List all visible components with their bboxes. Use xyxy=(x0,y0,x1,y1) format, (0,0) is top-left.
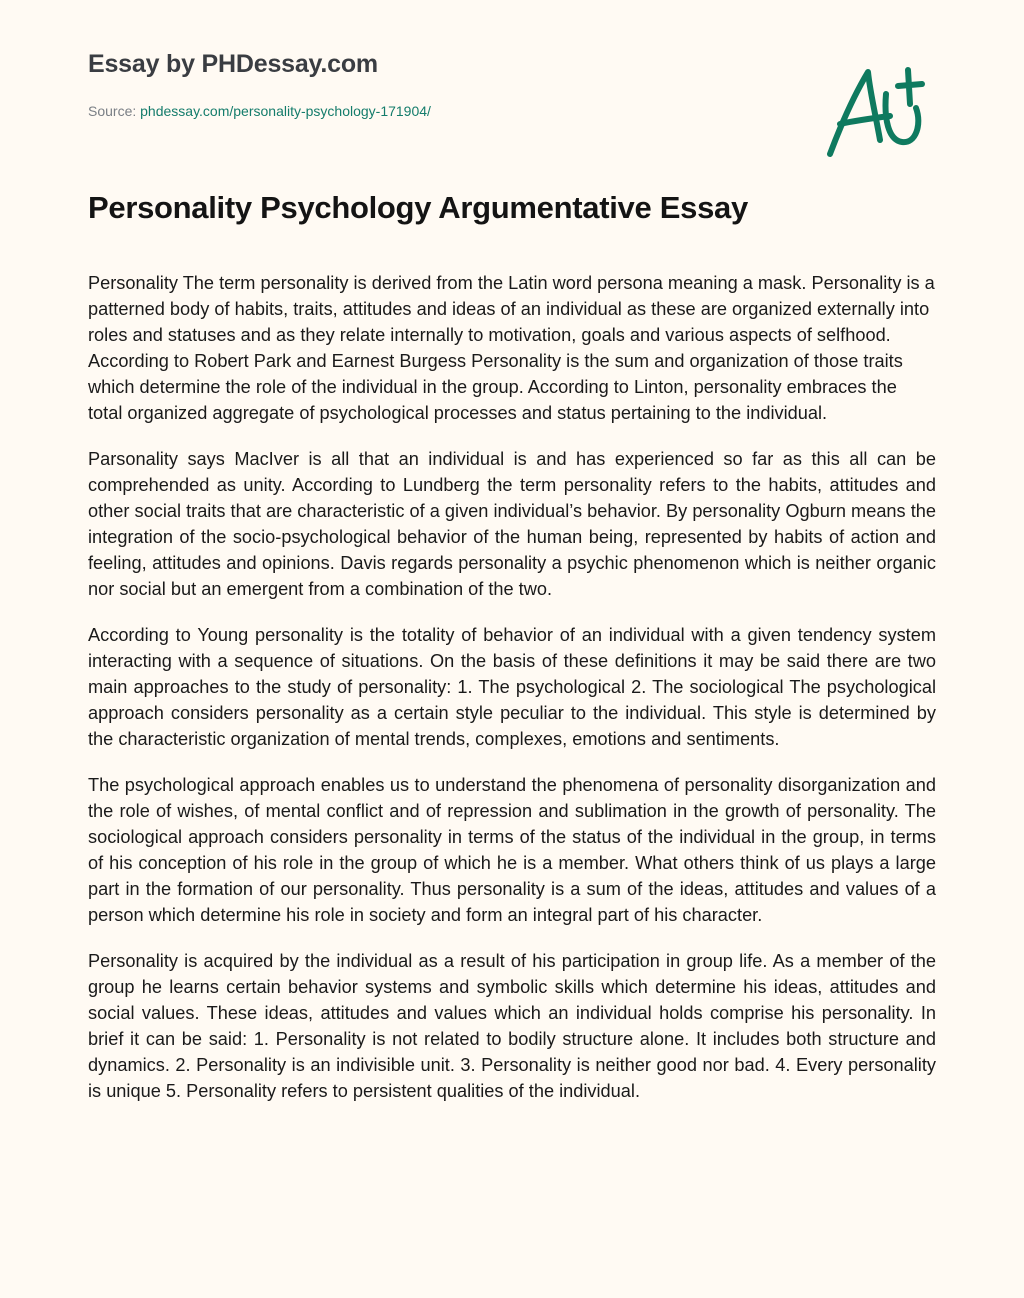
source-label: Source: xyxy=(88,103,137,119)
source-link[interactable]: phdessay.com/personality-psychology-171904/ xyxy=(140,103,431,119)
header xyxy=(88,50,431,119)
source-line xyxy=(88,103,431,119)
paragraph: The psychological approach enables us to understand the phenomena of personality disorganization and the role of wishes, of mental conflict and of repression and sublimation in the growth of personality. The sociological approach considers personality in terms of the status of the individual in the group, in terms of his conception of his role in the group of which he is a member. What others think of us plays a large part in the formation of our personality. Thus personality is a sum of the ideas, attitudes and values of a person which determine his role in society and form an integral part of his character. xyxy=(88,775,936,925)
paragraph: Personality The term personality is derived from the Latin word persona meaning a mask. Personality is a patterned body of habits, traits, attitudes and ideas of an individual as these are organized externally into roles and statuses and as they relate internally to motivation, goals and various aspects of selfhood. According to Robert Park and Earnest Burgess Personality is the sum and organization of those traits which determine the role of the individual in the group. According to Linton, personality embraces the total organized aggregate of psychological processes and status pertaining to the individual. xyxy=(88,273,935,423)
document-title: Personality Psychology Argumentative Essay xyxy=(88,190,748,225)
a-plus-grade-icon xyxy=(818,62,933,162)
document-body xyxy=(88,270,936,1124)
paragraph: Personality is acquired by the individual as a result of his participation in group life. As a member of the group he learns certain behavior systems and symbolic skills which determine his ideas, attitudes and social values. These ideas, attitudes and values which an individual holds comprise his personality. In brief it can be said: 1. Personality is not related to bodily structure alone. It includes both structure and dynamics. 2. Personality is an indivisible unit. 3. Personality is neither good nor bad. 4. Every personality is unique 5. Personality refers to persistent qualities of the individual. xyxy=(88,951,936,1101)
paragraph: Parsonality says MacIver is all that an individual is and has experienced so far as this all can be comprehended as unity. According to Lundberg the term personality refers to the habits, attitudes and other social traits that are characteristic of a given individual’s behavior. By personality Ogburn means the integration of the socio-psychological behavior of the human being, represented by habits of action and feeling, attitudes and opinions. Davis regards personality a psychic phenomenon which is neither organic nor social but an emergent from a combination of the two. xyxy=(88,449,936,599)
paragraph: According to Young personality is the totality of behavior of an individual with a given tendency system interacting with a sequence of situations. On the basis of these definitions it may be said there are two main approaches to the study of personality: 1. The psychological 2. The sociological The psychological approach considers personality as a certain style peculiar to the individual. This style is determined by the characteristic organization of mental trends, complexes, emotions and sentiments. xyxy=(88,625,936,749)
site-title: Essay by PHDessay.com xyxy=(88,50,378,78)
